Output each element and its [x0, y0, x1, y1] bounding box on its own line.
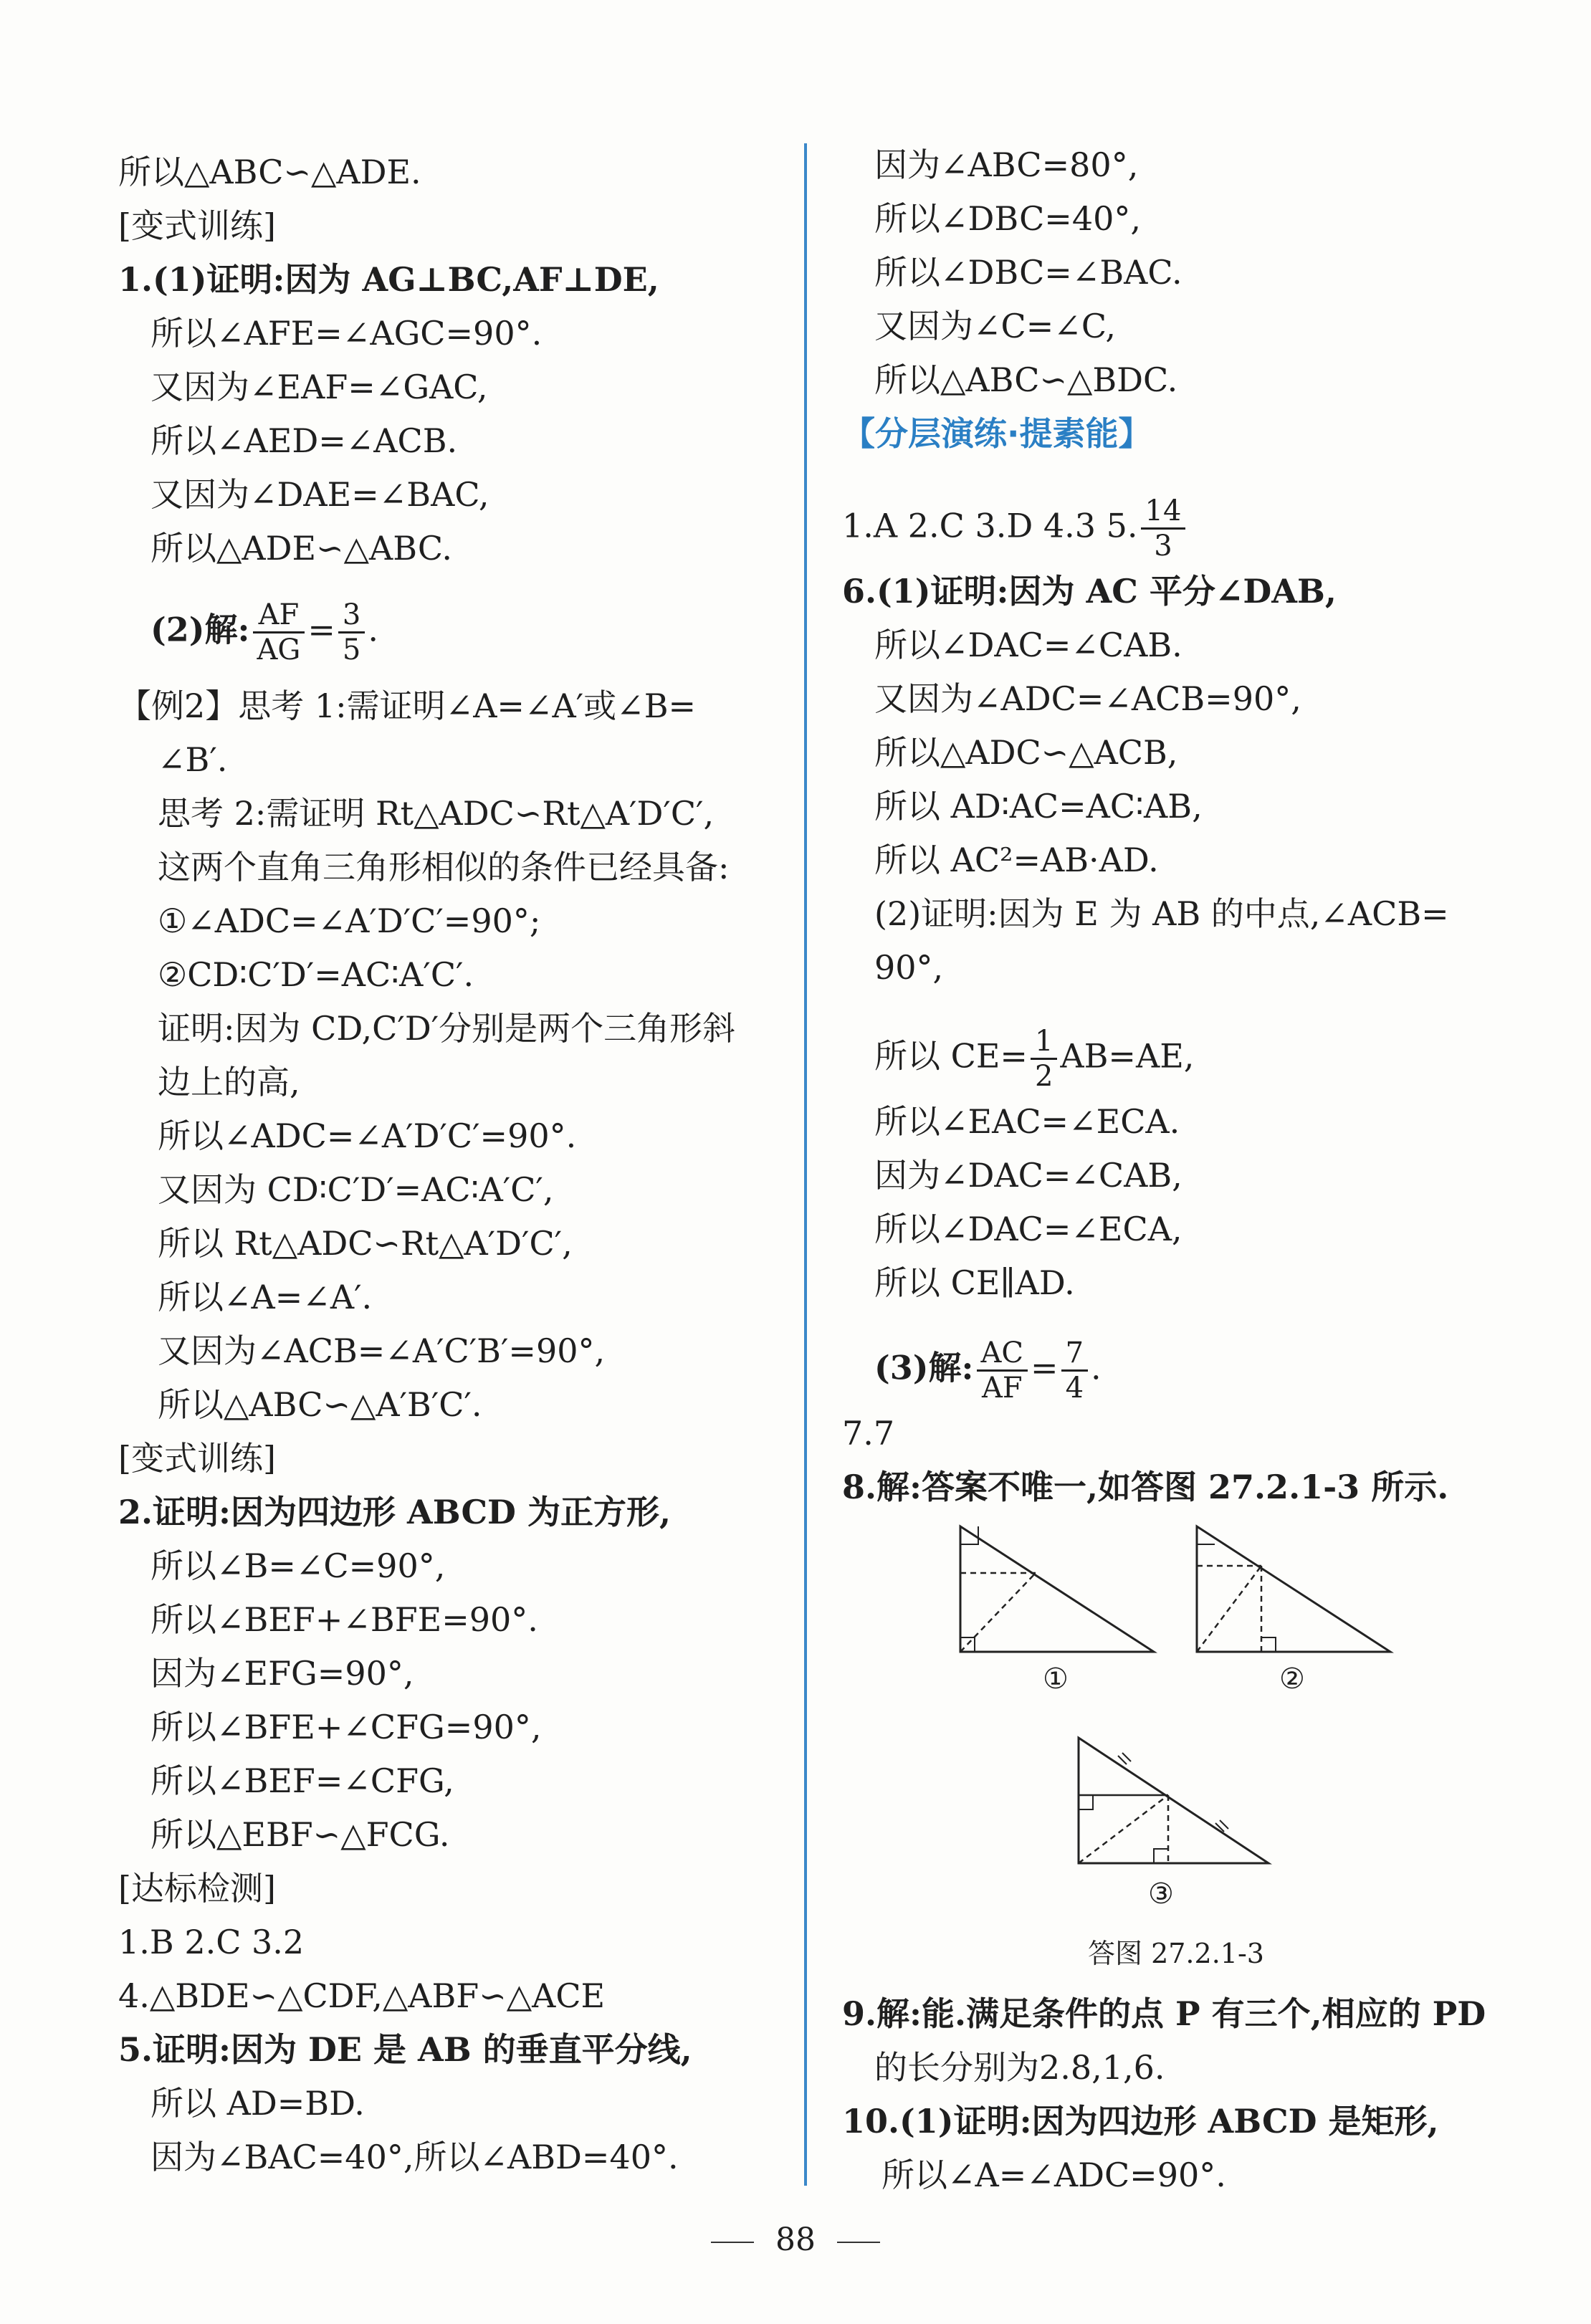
text-line: 10.(1)证明:因为四边形 ABCD 是矩形,: [842, 2102, 1439, 2141]
text-line: 所以 Rt△ADC∽Rt△A′D′C′,: [158, 1224, 573, 1263]
text-line: 【分层演练·提素能】: [842, 414, 1152, 453]
text-line: 所以∠EAC=∠ECA.: [874, 1102, 1180, 1141]
text-line: 因为∠DAC=∠CAB,: [874, 1156, 1182, 1195]
text-line: 4.△BDE∽△CDF,△ABF∽△ACE: [118, 1976, 606, 2015]
text-line: 又因为∠C=∠C,: [874, 307, 1117, 345]
text-line: 1.(1)证明:因为 AG⊥BC,AF⊥DE,: [118, 260, 659, 299]
text-line: 所以∠DBC=∠BAC.: [874, 253, 1182, 292]
answer-line-fraction: (2)解: $\frac{AF}{AG}$ = $\frac{3}{5}$ .: [150, 598, 378, 666]
text-line: 所以△EBF∽△FCG.: [150, 1815, 450, 1854]
text-line: 6.(1)证明:因为 AC 平分∠DAB,: [842, 572, 1337, 611]
text-line: [变式训练]: [118, 1439, 276, 1478]
triangle-figure-3: [1075, 1734, 1272, 1867]
answers-line: 1.A 2.C 3.D 4.3 5. $\frac{14}{3}$: [842, 494, 1188, 563]
figure-label-3: ③: [1148, 1878, 1174, 1911]
text-line: 所以△ABC∽△BDC.: [874, 360, 1178, 399]
text-line: 所以∠DAC=∠CAB.: [874, 626, 1182, 664]
text-line: 所以∠BEF+∠BFE=90°.: [150, 1600, 538, 1639]
text-line: 所以 AD=BD.: [150, 2084, 365, 2123]
text-line: 所以 AD∶AC=AC∶AB,: [874, 787, 1203, 826]
text-line: 所以 CE∥AD.: [874, 1263, 1075, 1302]
figure-caption: 答图 27.2.1-3: [1088, 1938, 1264, 1969]
text-line: 所以∠DBC=40°,: [874, 199, 1141, 238]
text-line: 的长分别为2.8,1,6.: [874, 2048, 1165, 2087]
text-line: 1.B 2.C 3.2: [118, 1923, 305, 1961]
text-line: [变式训练]: [118, 206, 276, 245]
text-line: 所以∠A=∠A′.: [158, 1278, 373, 1316]
text-line: 所以∠BFE+∠CFG=90°,: [150, 1708, 542, 1746]
text-line: 所以△ADE∽△ABC.: [150, 529, 453, 568]
triangle-figure-1: [957, 1523, 1157, 1655]
text-line: 8.解:答案不唯一,如答图 27.2.1-3 所示.: [842, 1468, 1449, 1506]
text-line: 因为∠BAC=40°,所以∠ABD=40°.: [150, 2138, 679, 2176]
text-line: ②CD∶C′D′=AC∶A′C′.: [158, 955, 474, 994]
ce-equation-line: 所以 CE= $\frac{1}{2}$ AB=AE,: [874, 1025, 1195, 1093]
text-line: 又因为∠DAE=∠BAC,: [150, 475, 489, 514]
text-line: 所以∠DAC=∠ECA,: [874, 1210, 1182, 1248]
text-line: 证明:因为 CD,C′D′分别是两个三角形斜: [158, 1009, 736, 1048]
text-line: 所以△ADC∽△ACB,: [874, 733, 1178, 772]
text-line: 因为∠EFG=90°,: [150, 1654, 414, 1693]
figure-label-2: ②: [1279, 1663, 1305, 1696]
text-line: 【例2】思考 1:需证明∠A=∠A′或∠B=: [118, 687, 697, 725]
column-divider: [804, 143, 807, 2186]
figure-label-1: ①: [1043, 1663, 1069, 1696]
text-line: 又因为∠ADC=∠ACB=90°,: [874, 679, 1301, 718]
text-line: 所以 AC²=AB·AD.: [874, 841, 1159, 879]
text-line: 9.解:能.满足条件的点 P 有三个,相应的 PD: [842, 1994, 1486, 2033]
text-line: 因为∠ABC=80°,: [874, 145, 1139, 184]
page-number: 88: [0, 2222, 1591, 2258]
text-line: 7.7: [842, 1414, 895, 1453]
text-line: 思考 2:需证明 Rt△ADC∽Rt△A′D′C′,: [158, 794, 715, 833]
text-line: 所以∠ADC=∠A′D′C′=90°.: [158, 1116, 577, 1155]
text-line: 所以△ABC∽△A′B′C′.: [158, 1385, 482, 1424]
triangle-figure-2: [1193, 1523, 1394, 1655]
text-line: 边上的高,: [158, 1063, 300, 1101]
answer-line-fraction-2: (3)解: $\frac{AC}{AF}$ = $\frac{7}{4}$ .: [874, 1336, 1102, 1405]
text-line: 2.证明:因为四边形 ABCD 为正方形,: [118, 1493, 671, 1531]
text-line: [达标检测]: [118, 1869, 276, 1908]
text-line: 又因为∠EAF=∠GAC,: [150, 368, 488, 406]
text-line: ①∠ADC=∠A′D′C′=90°;: [158, 902, 541, 940]
text-line: 又因为 CD∶C′D′=AC∶A′C′,: [158, 1170, 554, 1209]
text-line: 所以∠B=∠C=90°,: [150, 1546, 446, 1585]
text-line: ∠B′.: [158, 740, 228, 779]
text-line: 所以∠BEF=∠CFG,: [150, 1761, 454, 1800]
text-line: (2)证明:因为 E 为 AB 的中点,∠ACB=: [874, 894, 1449, 933]
text-line: 所以∠AFE=∠AGC=90°.: [150, 314, 543, 353]
text-line: 5.证明:因为 DE 是 AB 的垂直平分线,: [118, 2030, 692, 2069]
text-line: 所以∠A=∠ADC=90°.: [882, 2156, 1226, 2194]
text-line: 这两个直角三角形相似的条件已经具备:: [158, 848, 730, 886]
text-line: 所以∠AED=∠ACB.: [150, 421, 458, 460]
text-line: 90°,: [874, 948, 944, 987]
text-line: 所以△ABC∽△ADE.: [118, 153, 421, 191]
text-line: 又因为∠ACB=∠A′C′B′=90°,: [158, 1331, 606, 1370]
